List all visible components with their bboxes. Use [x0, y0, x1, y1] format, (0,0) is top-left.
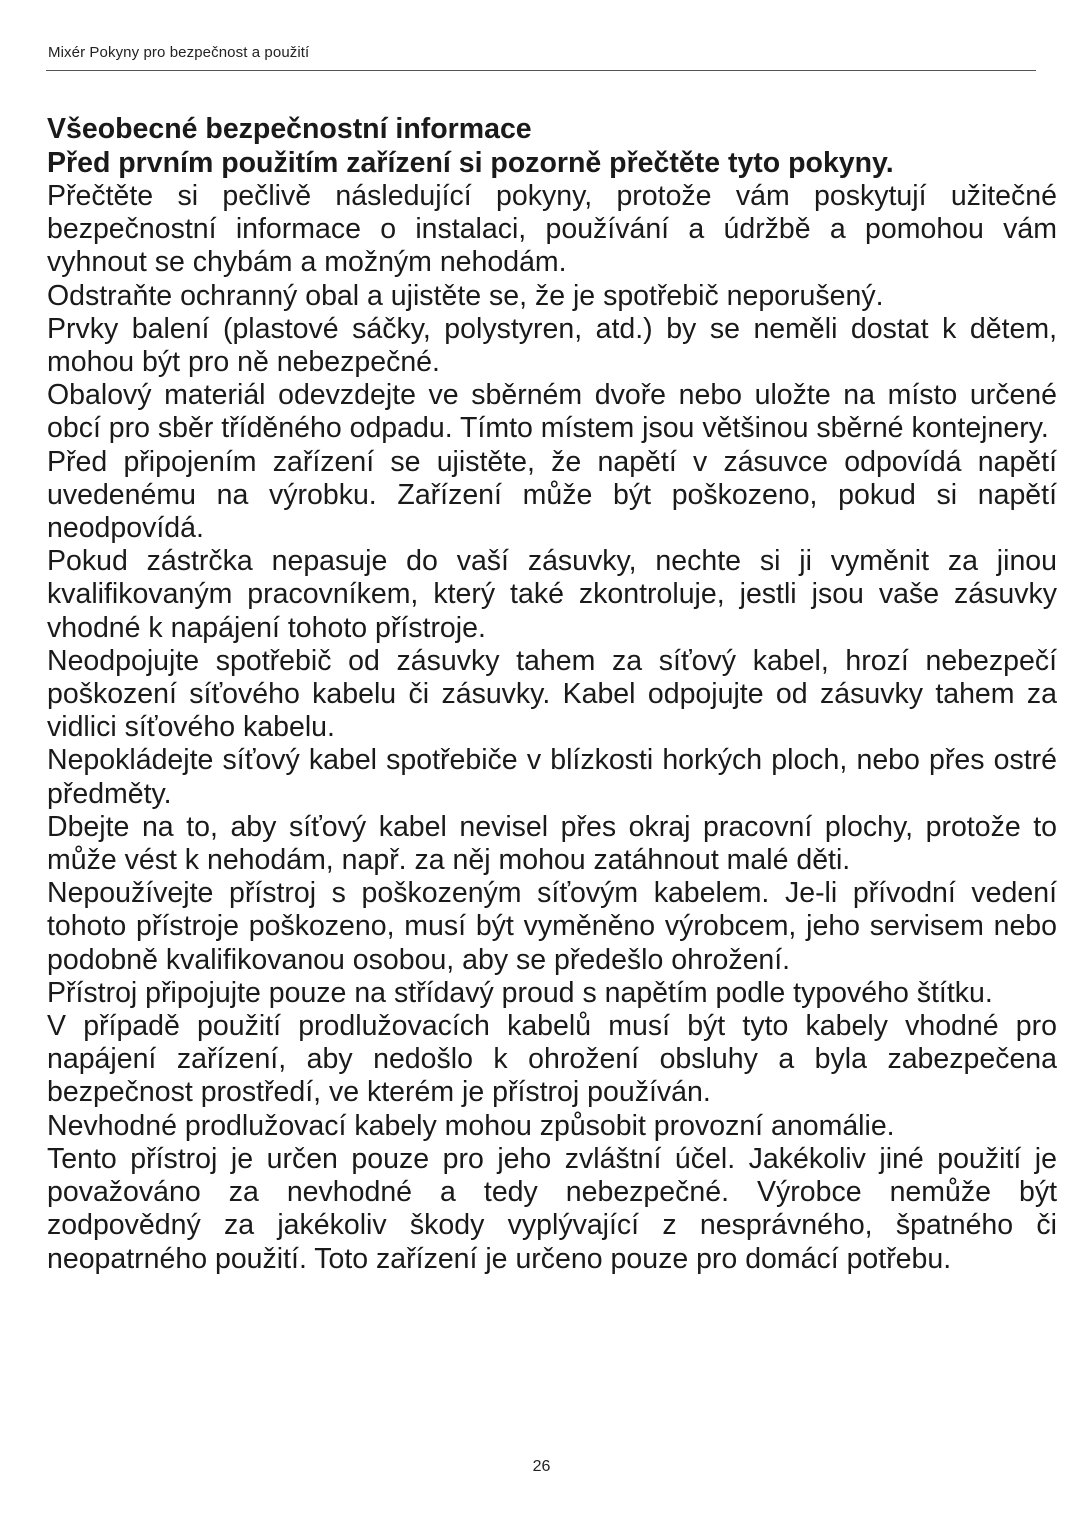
paragraph-intro: Přečtěte si pečlivě následující pokyny, protože vám poskytují užitečné bezpečnostní informace o instalaci, používání a údržbě a pomohou vám vyhnout se chybám a možným nehodám. [47, 180, 1057, 279]
paragraph-unplugging: Neodpojujte spotřebič od zásuvky tahem za síťový kabel, hrozí nebezpečí poškození síťového kabelu či zásuvky. Kabel odpojujte od zásuvky tahem za vidlici síťového kabelu. [47, 644, 1057, 744]
paragraph-cable-hanging: Dbejte na to, aby síťový kabel nevisel přes okraj pracovní plochy, protože to může vést k nehodám, např. za něj mohou zatáhnout malé děti. [47, 810, 1057, 877]
paragraph-unsuitable-extensions: Nevhodné prodlužovací kabely mohou způsobit provozní anomálie. [47, 1109, 895, 1142]
section-title: Všeobecné bezpečnostní informace [47, 113, 532, 145]
paragraph-plug-replacement: Pokud zástrčka nepasuje do vaší zásuvky, nechte si ji vyměnit za jinou kvalifikovaným pracovníkem, který také zkontroluje, jestli jsou vaše zásuvky vhodné k napájení tohoto přístroje. [47, 545, 1057, 644]
paragraph-packaging-children: Prvky balení (plastové sáčky, polystyren, atd.) by se neměli dostat k dětem, mohou být pro ně nebezpečné. [47, 312, 1057, 379]
paragraph-extension-cables: V případě použití prodlužovacích kabelů musí být tyto kabely vhodné pro napájení zařízení, aby nedošlo k ohrožení obsluhy a byla zabezpečena bezpečnost prostředí, ve kterém je přístroj používán. [47, 1010, 1057, 1109]
page-number: 26 [532, 1458, 551, 1475]
paragraph-intended-use: Tento přístroj je určen pouze pro jeho zvláštní účel. Jakékoliv jiné použití je považováno za nevhodné a tedy nebezpečné. Výrobce nemůže být zodpovědný za jakékoliv škody vyplývající z nesprávného, špatného či neopatrného použití. Toto zařízení je určeno pouze pro domácí potřebu. [47, 1142, 1057, 1275]
paragraph-damaged-cable: Nepoužívejte přístroj s poškozeným síťovým kabelem. Je-li přívodní vedení tohoto přístroje poškozeno, musí být vyměněno výrobcem, jeho servisem nebo podobně kvalifikovanou osobou, aby se předešlo ohrožení. [47, 877, 1057, 976]
paragraph-cable-hot-surfaces: Nepokládejte síťový kabel spotřebiče v blízkosti horkých ploch, nebo přes ostré předměty. [47, 744, 1057, 810]
paragraph-packaging-disposal: Obalový materiál odevzdejte ve sběrném dvoře nebo uložte na místo určené obcí pro sběr tříděného odpadu. Tímto místem jsou většinou sběrné kontejnery. [47, 379, 1057, 445]
header-rule [46, 70, 1036, 71]
paragraph-ac-supply: Přístroj připojujte pouze na střídavý proud s napětím podle typového štítku. [47, 976, 993, 1009]
section-subtitle: Před prvním použitím zařízení si pozorně přečtěte tyto pokyny. [47, 147, 894, 179]
running-header: Mixér Pokyny pro bezpečnost a použití [48, 44, 310, 61]
paragraph-voltage-check: Před připojením zařízení se ujistěte, že napětí v zásuvce odpovídá napětí uvedenému na výrobku. Zařízení může být poškozeno, pokud si napětí neodpovídá. [47, 445, 1057, 545]
main-content [47, 112, 1057, 1276]
paragraph-remove-packaging: Odstraňte ochranný obal a ujistěte se, že je spotřebič neporušený. [47, 279, 884, 312]
